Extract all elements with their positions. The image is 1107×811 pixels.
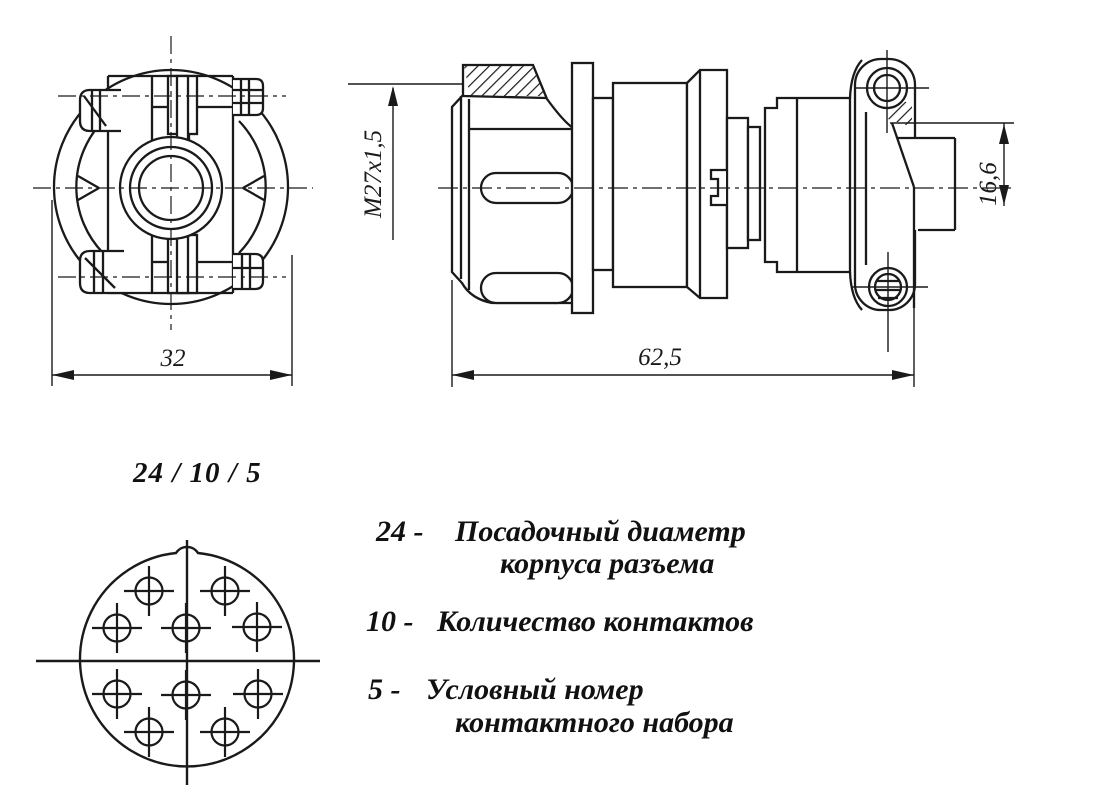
- legend-prefix: 24 -: [376, 515, 424, 548]
- rear-spigot: [898, 138, 955, 230]
- contact-face-view: [36, 540, 320, 785]
- designation-label: 24 / 10 / 5: [133, 457, 262, 489]
- legend-line: Условный номер: [426, 673, 644, 706]
- legend-prefix: 10 -: [366, 605, 414, 638]
- dimension-62-label: 62,5: [638, 344, 682, 371]
- legend-line: корпуса разъема: [500, 547, 715, 580]
- contact-pin: [92, 603, 142, 653]
- legend-line: Количество контактов: [437, 605, 754, 638]
- contact-pin: [92, 669, 142, 719]
- dimension-16-label: 16,6: [975, 162, 1002, 206]
- legend-item-diameter: [375, 515, 746, 580]
- legend-line: контактного набора: [455, 706, 734, 739]
- legend-line: Посадочный диаметр: [455, 515, 746, 548]
- contact-pin: [200, 707, 250, 757]
- contact-pin: [124, 566, 174, 616]
- legend-item-contacts: [366, 605, 754, 638]
- thread-hatch: [464, 66, 545, 96]
- contact-pin: [200, 566, 250, 616]
- side-view: [348, 50, 1016, 387]
- contact-pin: [233, 669, 283, 719]
- legend-prefix: 5 -: [368, 673, 401, 706]
- legend-item-set-number: [368, 673, 734, 739]
- coupling-nut: [452, 65, 573, 303]
- contact-pin: [161, 670, 211, 720]
- legend: [366, 515, 754, 739]
- mounting-flange: [850, 50, 955, 352]
- thread-label: M27x1,5: [360, 129, 387, 218]
- contact-pin: [124, 707, 174, 757]
- contact-pin: [161, 603, 211, 653]
- front-view: [33, 36, 313, 386]
- connector-body: [593, 70, 850, 298]
- contact-pin: [232, 602, 282, 652]
- dimension-32-label: 32: [160, 345, 186, 372]
